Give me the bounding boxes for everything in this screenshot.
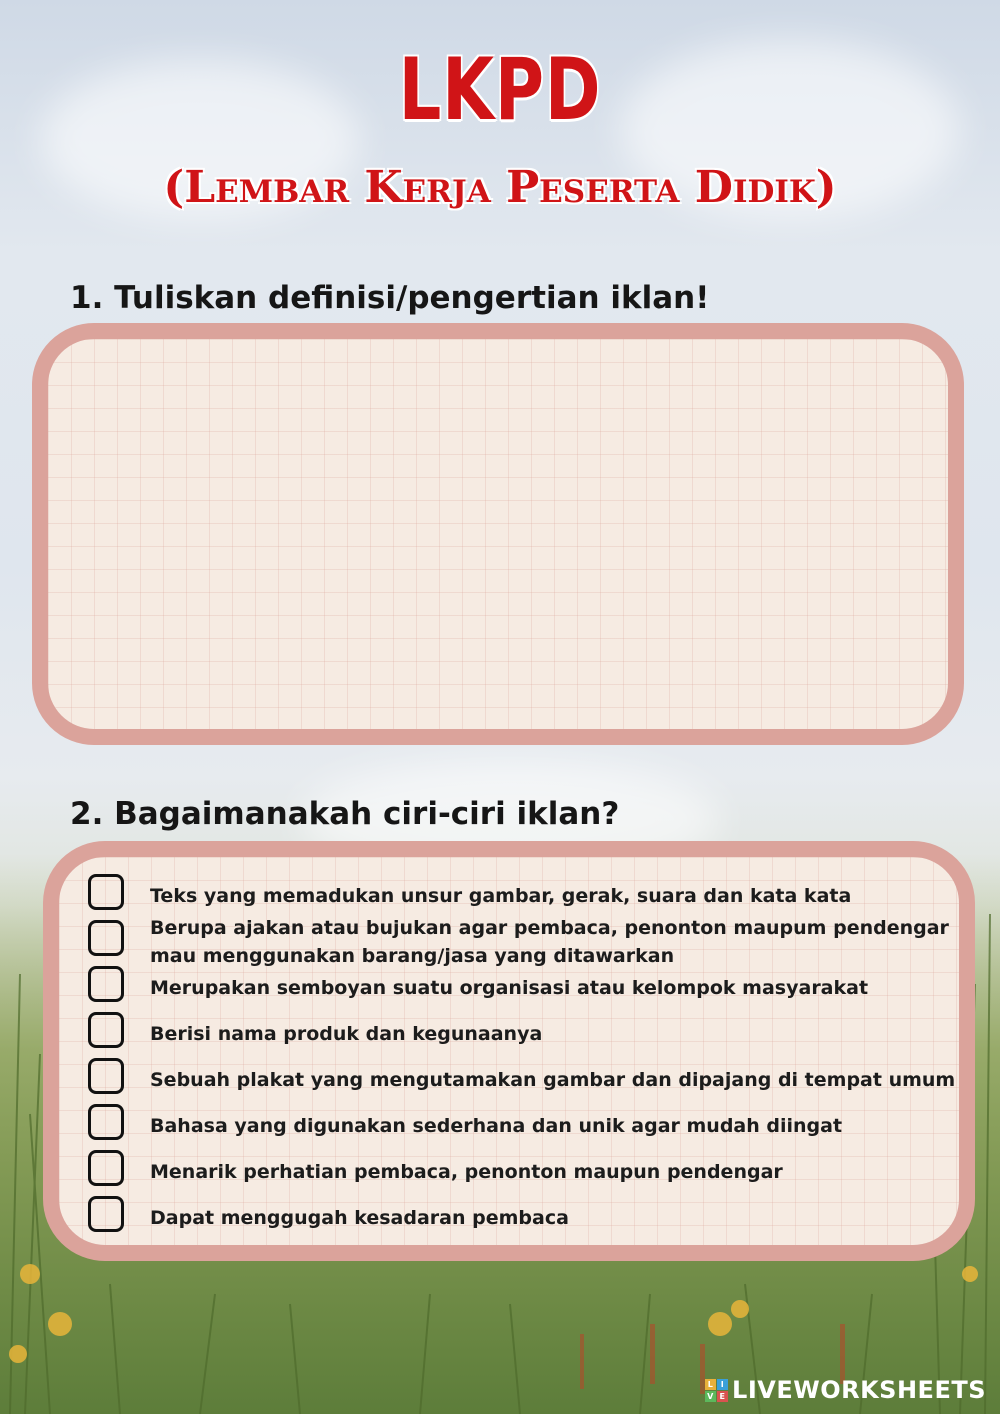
question-2-prompt: 2. Bagaimanakah ciri-ciri iklan?: [70, 796, 620, 832]
checklist-item-label: Bahasa yang digunakan sederhana dan unik agar mudah diingat: [150, 1115, 843, 1137]
brand-name: LIVEWORKSHEETS: [732, 1376, 986, 1404]
checklist-item-label: Berupa ajakan atau bujukan agar pembaca, penonton maupum pendengar mau menggunakan barang/jasa yang ditawarkan: [150, 917, 949, 967]
checkbox[interactable]: [88, 1012, 124, 1048]
checklist-item-label: Menarik perhatian pembaca, penonton maupun pendengar: [150, 1161, 783, 1183]
answer-box-question-1[interactable]: [32, 323, 964, 745]
question-1-prompt: 1. Tuliskan definisi/pengertian iklan!: [70, 280, 710, 316]
page-title: LKPD: [398, 40, 602, 140]
liveworksheets-brand: [705, 1376, 986, 1404]
checkbox[interactable]: [88, 966, 124, 1002]
checkbox[interactable]: [88, 1104, 124, 1140]
checklist-item-label: Berisi nama produk dan kegunaanya: [150, 1023, 543, 1045]
page-subtitle: (Lembar Kerja Peserta Didik): [163, 162, 837, 213]
checkbox[interactable]: [88, 1196, 124, 1232]
checkbox[interactable]: [88, 920, 124, 956]
checkbox[interactable]: [88, 1150, 124, 1186]
checklist-item-label: Teks yang memadukan unsur gambar, gerak, suara dan kata kata: [150, 885, 852, 907]
liveworksheets-logo-icon: [705, 1379, 728, 1402]
logo-letter: L: [705, 1379, 716, 1390]
checkbox[interactable]: [88, 874, 124, 910]
checkbox[interactable]: [88, 1058, 124, 1094]
logo-letter: V: [705, 1391, 716, 1402]
logo-letter: E: [717, 1391, 728, 1402]
checklist-item-label: Merupakan semboyan suatu organisasi atau kelompok masyarakat: [150, 977, 869, 999]
checklist-item-label: Dapat menggugah kesadaran pembaca: [150, 1207, 569, 1229]
checklist-item-label: Sebuah plakat yang mengutamakan gambar dan dipajang di tempat umum: [150, 1069, 956, 1091]
logo-letter: I: [717, 1379, 728, 1390]
